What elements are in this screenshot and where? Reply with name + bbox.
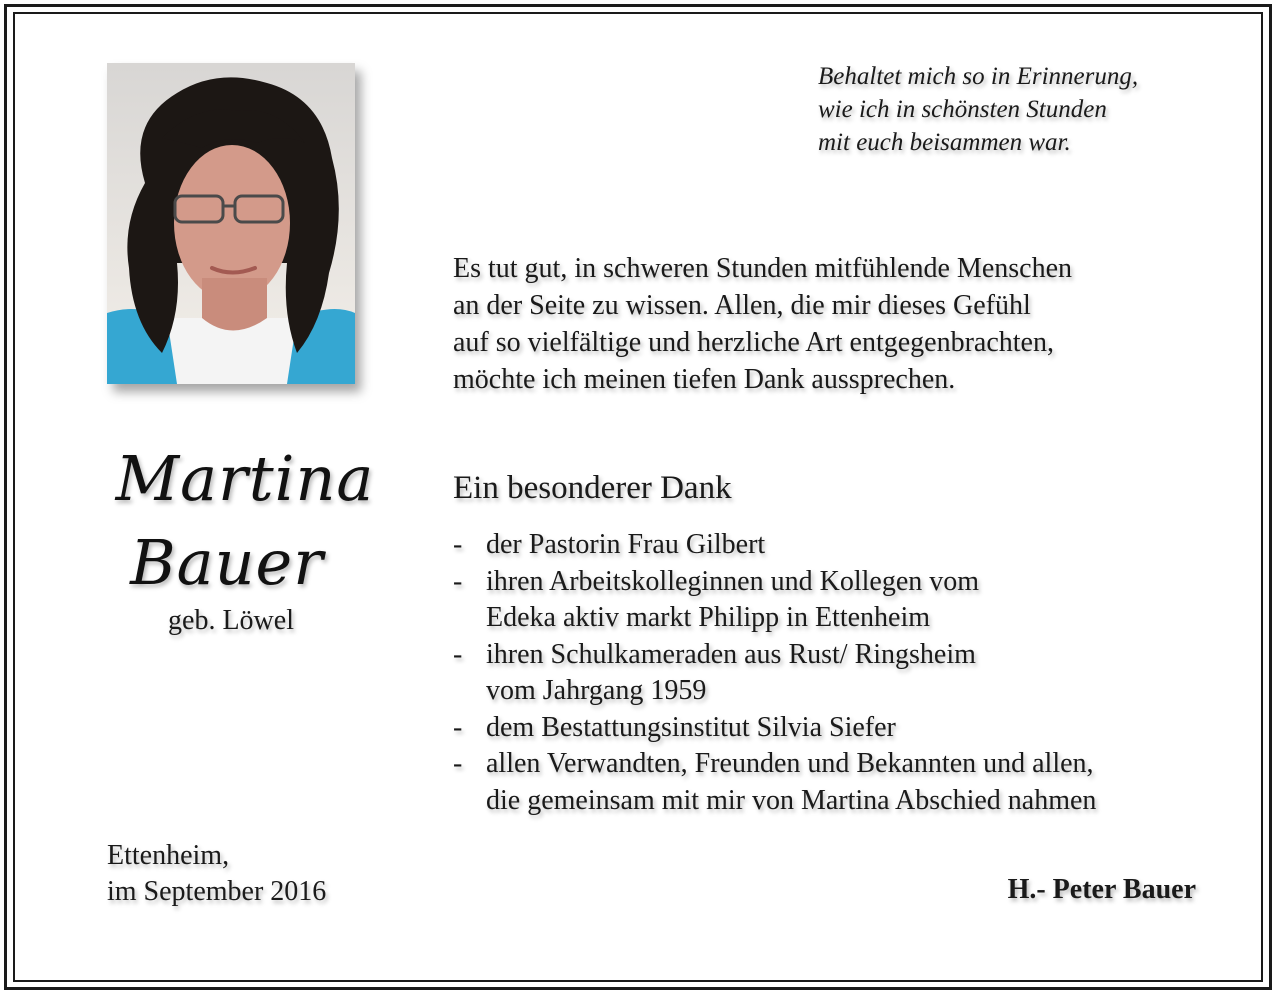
portrait-illustration <box>107 63 355 384</box>
thank-you-paragraph <box>453 250 1243 398</box>
date: im September 2016 <box>107 876 327 907</box>
list-item-line: Edeka aktiv markt Philipp in Ettenheim <box>486 602 931 633</box>
thanks-heading: Ein besonderer Dank <box>453 470 732 506</box>
paragraph-line: auf so vielfältige und herzliche Art entgegenbrachten, <box>453 327 1054 358</box>
bullet-dash: - <box>453 529 463 560</box>
portrait-photo <box>107 63 355 384</box>
last-name: Bauer <box>130 526 324 599</box>
list-item-line: allen Verwandten, Freunden und Bekannten und allen, <box>486 748 1094 779</box>
paragraph-line: möchte ich meinen tiefen Dank aussprechen. <box>453 364 956 395</box>
quote-line: mit euch beisammen war. <box>818 129 1071 156</box>
bullet-dash: - <box>453 748 463 779</box>
quote-block <box>818 60 1238 159</box>
bullet-dash: - <box>453 565 463 597</box>
list-item <box>453 746 1243 819</box>
thanks-list <box>453 527 1243 819</box>
place-and-date <box>107 838 326 910</box>
bullet-dash: - <box>453 638 463 670</box>
quote-line: wie ich in schönsten Stunden <box>818 96 1107 123</box>
bullet-dash: - <box>453 711 463 743</box>
first-name: Martina <box>115 442 375 515</box>
list-item-line: ihren Arbeitskolleginnen und Kollegen vom <box>486 565 980 597</box>
list-item-line: vom Jahrgang 1959 <box>486 675 707 706</box>
list-item <box>453 637 1243 710</box>
birth-name: geb. Löwel <box>168 605 294 636</box>
quote-line: Behaltet mich so in Erinnerung, <box>818 63 1139 90</box>
list-item-line: dem Bestattungsinstitut Silvia Siefer <box>486 711 896 743</box>
place: Ettenheim, <box>107 840 230 871</box>
list-item-line: die gemeinsam mit mir von Martina Abschied nahmen <box>486 784 1097 816</box>
list-item <box>453 527 1243 564</box>
paragraph-line: an der Seite zu wissen. Allen, die mir dieses Gefühl <box>453 290 1031 321</box>
list-item <box>453 710 1243 747</box>
paragraph-line: Es tut gut, in schweren Stunden mitfühlende Menschen <box>453 253 1072 284</box>
signature: H.- Peter Bauer <box>1007 874 1196 905</box>
list-item <box>453 564 1243 637</box>
list-item-line: ihren Schulkameraden aus Rust/ Ringsheim <box>486 638 976 670</box>
list-item-line: der Pastorin Frau Gilbert <box>486 529 766 560</box>
